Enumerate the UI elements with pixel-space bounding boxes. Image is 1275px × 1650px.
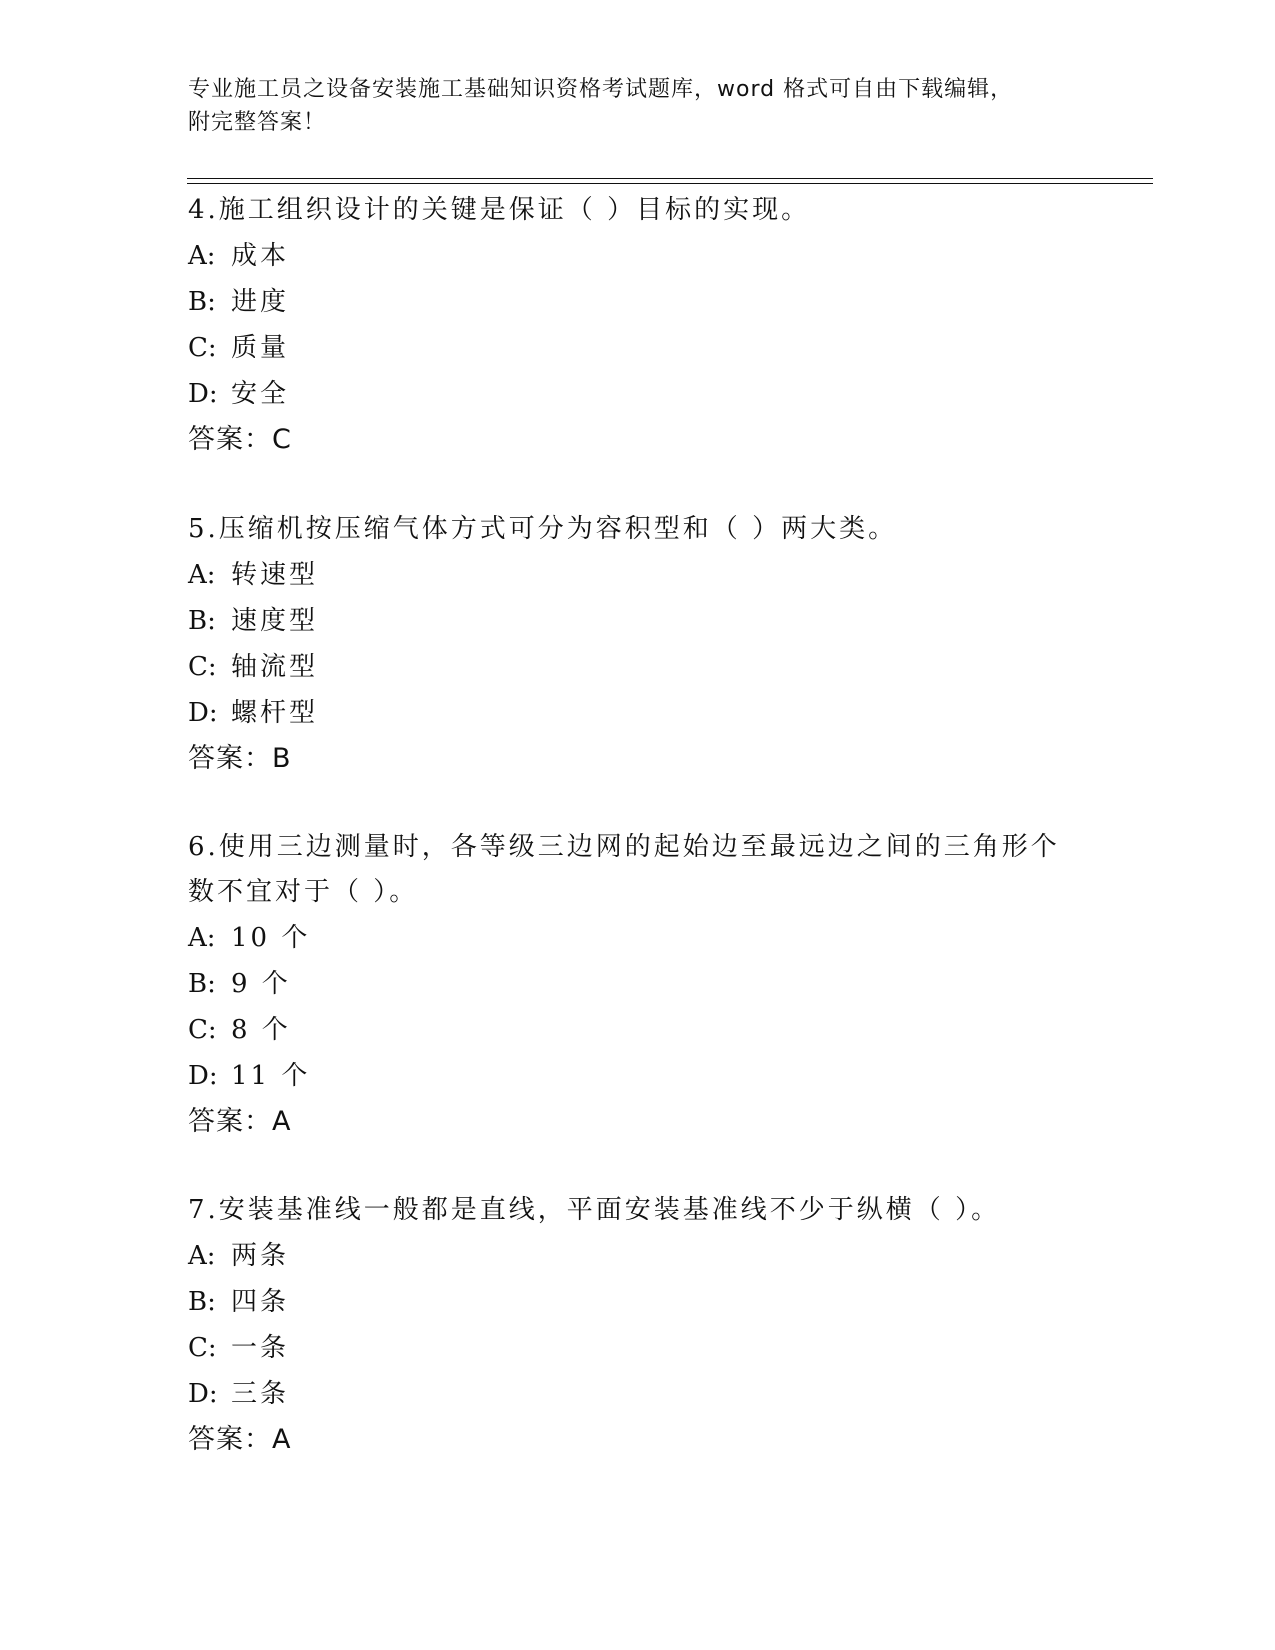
question-stem: 数不宜对于（ ）。 (188, 877, 419, 907)
header-divider (187, 183, 1153, 184)
answer-option (188, 961, 1068, 1007)
option-key: C: (188, 333, 217, 363)
option-text: 速度型 (231, 606, 319, 636)
question-block (188, 507, 1068, 782)
answer-option (188, 371, 1068, 417)
header-line: 附完整答案！ (188, 110, 327, 135)
option-text: 轴流型 (231, 652, 319, 682)
option-text: 进度 (231, 287, 290, 317)
header-divider (187, 178, 1153, 179)
option-text: 四条 (231, 1287, 290, 1317)
option-key: B: (188, 1287, 216, 1317)
option-text: 三条 (231, 1379, 290, 1409)
answer-option (188, 233, 1068, 279)
answer-option (188, 1325, 1068, 1371)
answer-option (188, 915, 1068, 961)
option-key: D: (188, 1061, 218, 1091)
answer-option (188, 598, 1068, 644)
header-line: 专业施工员之设备安装施工基础知识资格考试题库，word 格式可自由下载编辑， (188, 77, 1014, 102)
option-text: 两条 (231, 1241, 290, 1271)
question-stem: 7.安装基准线一般都是直线，平面安装基准线不少于纵横（ ）。 (188, 1195, 1001, 1225)
option-text: 10 个 (231, 923, 311, 953)
option-text: 安全 (231, 379, 290, 409)
answer-option (188, 552, 1068, 598)
option-key: A: (188, 1241, 216, 1271)
option-text: 质量 (231, 333, 290, 363)
answer-line: 答案：A (188, 1106, 292, 1137)
answer-line: 答案：C (188, 424, 292, 455)
option-key: D: (188, 698, 218, 728)
option-text: 转速型 (231, 560, 319, 590)
answer-line: 答案：A (188, 1424, 292, 1455)
option-key: A: (188, 923, 216, 953)
option-text: 一条 (231, 1333, 290, 1363)
option-key: C: (188, 652, 217, 682)
question-stem: 4.施工组织设计的关键是保证（ ）目标的实现。 (188, 195, 811, 225)
answer-option (188, 325, 1068, 371)
answer-line: 答案：B (188, 743, 292, 774)
option-key: C: (188, 1015, 217, 1045)
option-key: D: (188, 379, 218, 409)
option-key: B: (188, 969, 216, 999)
answer-option (188, 1279, 1068, 1325)
answer-option (188, 1371, 1068, 1417)
option-text: 8 个 (231, 1015, 291, 1045)
answer-option (188, 1053, 1068, 1099)
option-key: C: (188, 1333, 217, 1363)
option-text: 9 个 (231, 969, 291, 999)
question-block (188, 825, 1068, 1145)
question-block (188, 1188, 1068, 1463)
answer-option (188, 644, 1068, 690)
option-text: 11 个 (231, 1061, 311, 1091)
answer-option (188, 690, 1068, 736)
option-key: B: (188, 287, 216, 317)
option-key: A: (188, 560, 216, 590)
question-block (188, 188, 1068, 463)
document-header (188, 73, 1088, 139)
answer-option (188, 279, 1068, 325)
option-key: A: (188, 241, 216, 271)
answer-option (188, 1007, 1068, 1053)
option-text: 成本 (231, 241, 290, 271)
question-stem: 5.压缩机按压缩气体方式可分为容积型和（ ）两大类。 (188, 514, 898, 544)
option-key: B: (188, 606, 216, 636)
answer-option (188, 1233, 1068, 1279)
option-key: D: (188, 1379, 218, 1409)
question-stem: 6.使用三边测量时，各等级三边网的起始边至最远边之间的三角形个 (188, 832, 1060, 862)
option-text: 螺杆型 (231, 698, 319, 728)
